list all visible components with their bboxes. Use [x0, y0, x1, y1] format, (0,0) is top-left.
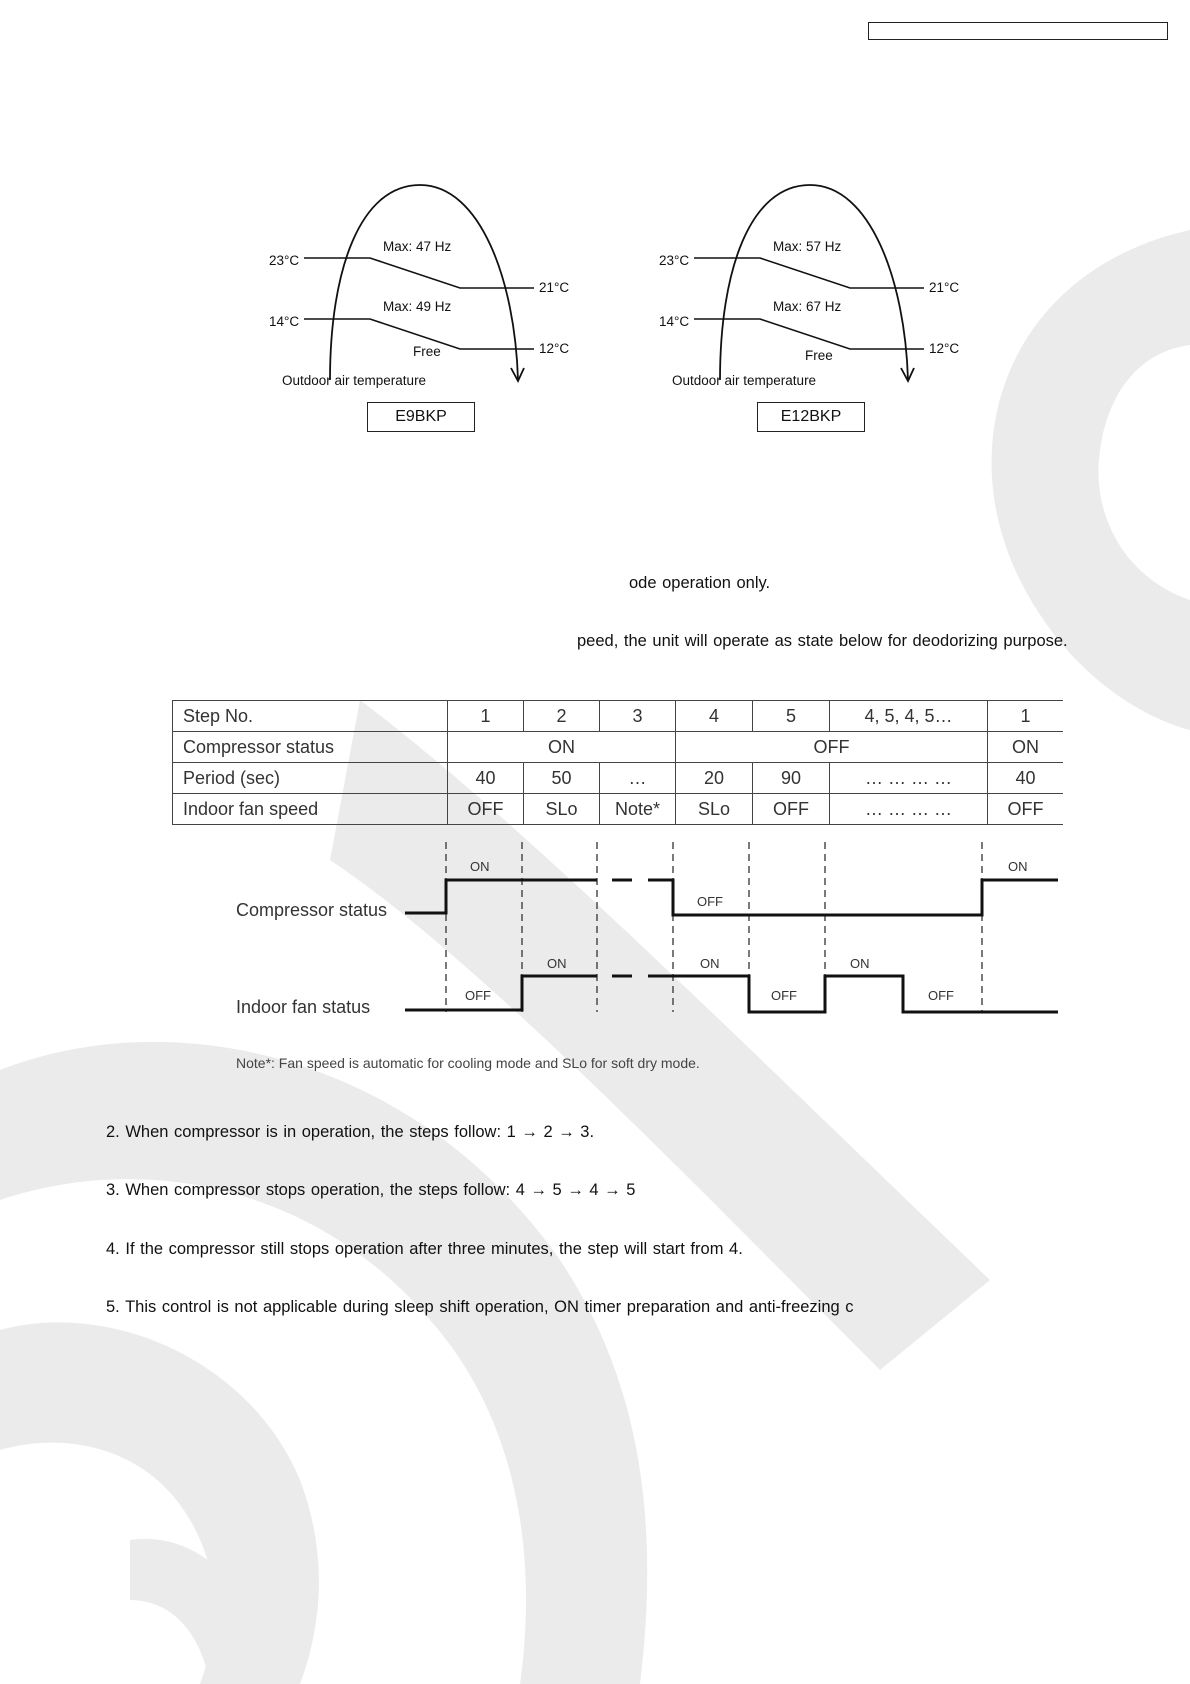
axis-label: Outdoor air temperature: [672, 373, 817, 388]
max-upper-label: Max: 57 Hz: [773, 239, 842, 254]
table-cell: 2: [524, 701, 600, 732]
max-lower-label: Max: 49 Hz: [383, 299, 452, 314]
fan-off-label: OFF: [928, 988, 954, 1003]
table-cell: OFF: [676, 732, 988, 763]
table-cell: 50: [524, 763, 600, 794]
table-cell: 4: [676, 701, 753, 732]
row-header-fan: Indoor fan speed: [173, 794, 448, 825]
table-cell: … … … …: [830, 763, 988, 794]
table-row: [173, 732, 1064, 763]
temp-23-label: 23°C: [659, 253, 690, 268]
table-row: [173, 763, 1064, 794]
figure-e9bkp: [260, 180, 580, 440]
list-number: 2.: [106, 1123, 120, 1141]
temp-21-label: 21°C: [929, 280, 960, 295]
table-cell: 5: [753, 701, 830, 732]
text-line-2: peed, the unit will operate as state below for deodorizing purpose.: [577, 632, 1068, 650]
table-cell: 1: [988, 701, 1064, 732]
table-cell: … … … …: [830, 794, 988, 825]
step-table: [172, 700, 1063, 825]
list-text: When compressor stops operation, the steps follow: 4 → 5 → 4 → 5: [125, 1181, 636, 1199]
table-cell: 3: [600, 701, 676, 732]
table-cell: 4, 5, 4, 5…: [830, 701, 988, 732]
compressor-status-label: Compressor status: [236, 900, 388, 920]
list-item: [106, 1181, 635, 1200]
table-cell: ON: [988, 732, 1064, 763]
temp-14-label: 14°C: [659, 314, 690, 329]
table-cell: 40: [448, 763, 524, 794]
temp-14-label: 14°C: [269, 314, 300, 329]
table-row: [173, 701, 1064, 732]
compressor-on-label: ON: [1008, 859, 1028, 874]
fan-on-label: ON: [700, 956, 720, 971]
fan-status-label: Indoor fan status: [236, 997, 371, 1017]
max-lower-label: Max: 67 Hz: [773, 299, 842, 314]
header-box: [868, 22, 1168, 40]
table-cell: ON: [448, 732, 676, 763]
list-text: If the compressor still stops operation after three minutes, the step will start from 4.: [125, 1240, 743, 1258]
temp-12-label: 12°C: [929, 341, 960, 356]
table-cell: 20: [676, 763, 753, 794]
list-item: [106, 1123, 594, 1142]
table-cell: OFF: [988, 794, 1064, 825]
table-cell: SLo: [524, 794, 600, 825]
row-header-compressor: Compressor status: [173, 732, 448, 763]
text-line-1: ode operation only.: [629, 574, 771, 592]
compressor-on-label: ON: [470, 859, 490, 874]
compressor-off-label: OFF: [697, 894, 723, 909]
row-header-period: Period (sec): [173, 763, 448, 794]
model-label-e9bkp: E9BKP: [367, 402, 475, 432]
table-cell: Note*: [600, 794, 676, 825]
temp-23-label: 23°C: [269, 253, 300, 268]
table-cell: 40: [988, 763, 1064, 794]
temp-21-label: 21°C: [539, 280, 570, 295]
fan-on-label: ON: [850, 956, 870, 971]
list-text: This control is not applicable during sleep shift operation, ON timer preparation and anti-freezing c: [125, 1298, 854, 1316]
free-label: Free: [413, 344, 441, 359]
list-number: 4.: [106, 1240, 120, 1258]
fan-speed-note: Note*: Fan speed is automatic for cooling mode and SLo for soft dry mode.: [236, 1055, 700, 1071]
fan-on-label: ON: [547, 956, 567, 971]
list-text: When compressor is in operation, the steps follow: 1 → 2 → 3.: [125, 1123, 595, 1141]
temp-12-label: 12°C: [539, 341, 570, 356]
free-label: Free: [805, 348, 833, 363]
table-cell: SLo: [676, 794, 753, 825]
figure-e12bkp: [650, 180, 970, 440]
list-number: 3.: [106, 1181, 120, 1199]
axis-label: Outdoor air temperature: [282, 373, 427, 388]
table-cell: 90: [753, 763, 830, 794]
fan-off-label: OFF: [465, 988, 491, 1003]
row-header-step: Step No.: [173, 701, 448, 732]
fan-off-label: OFF: [771, 988, 797, 1003]
list-item: [106, 1240, 743, 1259]
table-cell: 1: [448, 701, 524, 732]
model-label-e12bkp: E12BKP: [757, 402, 865, 432]
table-cell: OFF: [448, 794, 524, 825]
list-number: 5.: [106, 1298, 120, 1316]
table-cell: …: [600, 763, 676, 794]
max-upper-label: Max: 47 Hz: [383, 239, 452, 254]
table-cell: OFF: [753, 794, 830, 825]
table-row: [173, 794, 1064, 825]
list-item: [106, 1298, 854, 1317]
